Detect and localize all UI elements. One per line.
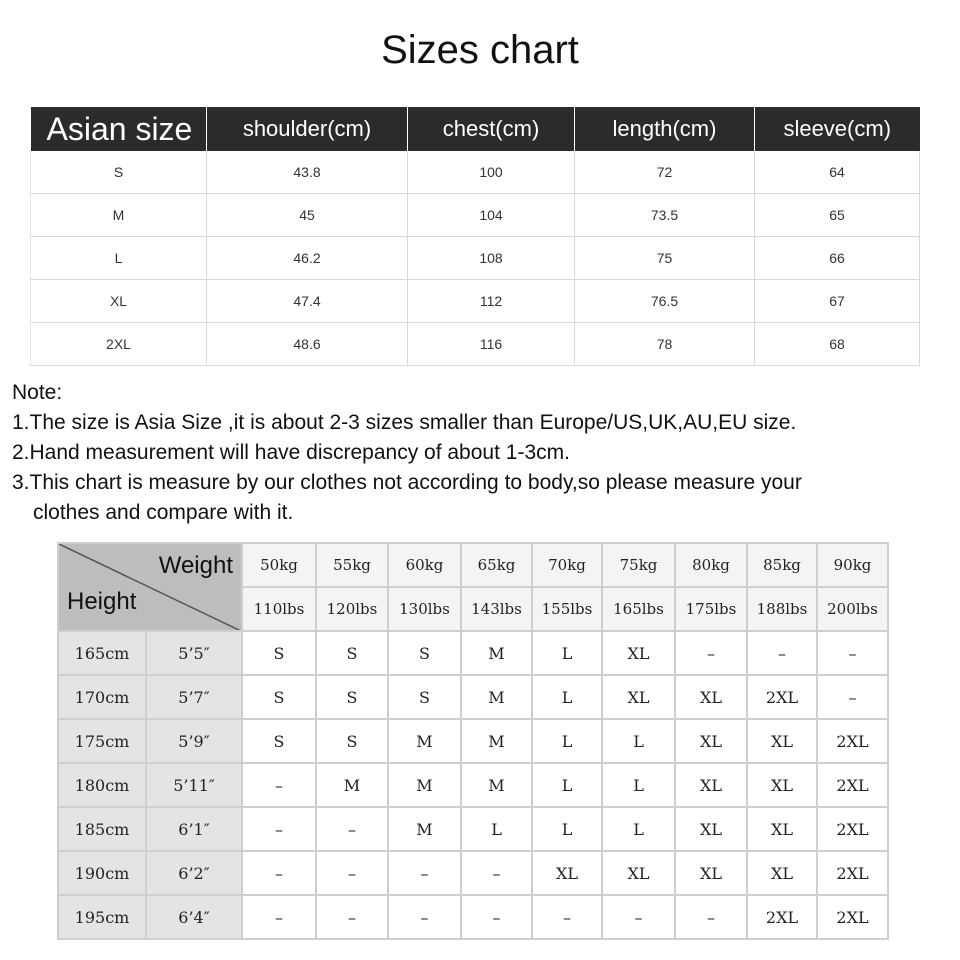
recommended-size-cell: 2XL (747, 675, 817, 719)
recommended-size-cell: 2XL (817, 895, 888, 939)
recommended-size-cell: – (675, 895, 747, 939)
size-label-cell: L (31, 237, 207, 280)
recommended-size-cell: – (242, 895, 316, 939)
recommended-size-cell: – (532, 895, 602, 939)
recommended-size-cell: – (242, 807, 316, 851)
measurement-cell: 78 (575, 323, 755, 366)
recommended-size-cell: XL (747, 719, 817, 763)
height-row (58, 675, 888, 719)
weight-lbs-cell: 120lbs (316, 587, 388, 631)
weight-label: Weight (158, 552, 233, 579)
recommended-size-cell: S (388, 631, 461, 675)
notes-section (12, 378, 958, 528)
weight-kg-cell: 80kg (675, 543, 747, 587)
recommended-size-cell: L (602, 719, 675, 763)
measurement-cell: 104 (408, 194, 575, 237)
size-label-cell: M (31, 194, 207, 237)
weight-lbs-cell: 200lbs (817, 587, 888, 631)
recommended-size-cell: L (532, 631, 602, 675)
height-row (58, 763, 888, 807)
note-line-1: 1.The size is Asia Size ,it is about 2-3 sizes smaller than Europe/US,UK,AU,EU size. (12, 411, 797, 434)
weight-kg-cell: 75kg (602, 543, 675, 587)
size-table-header-row (31, 107, 920, 151)
measurement-cell: 76.5 (575, 280, 755, 323)
header-length: length(cm) (575, 107, 755, 151)
recommended-size-cell: – (675, 631, 747, 675)
weight-kg-cell: 50kg (242, 543, 316, 587)
measurement-cell: 68 (755, 323, 920, 366)
recommended-size-cell: L (532, 763, 602, 807)
recommended-size-cell: – (242, 763, 316, 807)
recommended-size-cell: XL (747, 763, 817, 807)
recommended-size-cell: M (461, 719, 532, 763)
recommended-size-cell: – (388, 851, 461, 895)
weight-kg-cell: 90kg (817, 543, 888, 587)
measurement-cell: 72 (575, 151, 755, 194)
weight-kg-cell: 60kg (388, 543, 461, 587)
header-shoulder: shoulder(cm) (207, 107, 408, 151)
size-measurement-table (30, 107, 920, 366)
header-asian-size: Asian size (31, 107, 207, 151)
recommended-size-cell: XL (675, 675, 747, 719)
header-chest: chest(cm) (408, 107, 575, 151)
weight-lbs-cell: 143lbs (461, 587, 532, 631)
note-line-3-continued: clothes and compare with it. (33, 501, 294, 524)
recommended-size-cell: XL (602, 631, 675, 675)
note-line-2: 2.Hand measurement will have discrepancy of about 1-3cm. (12, 441, 570, 464)
recommended-size-cell: XL (675, 851, 747, 895)
recommended-size-cell: XL (747, 851, 817, 895)
recommended-size-cell: S (316, 675, 388, 719)
recommended-size-cell: L (532, 675, 602, 719)
recommended-size-cell: S (242, 675, 316, 719)
measurement-cell: 73.5 (575, 194, 755, 237)
height-label: Height (67, 588, 137, 615)
measurement-cell: 48.6 (207, 323, 408, 366)
weight-height-size-table (57, 542, 889, 940)
recommended-size-cell: L (532, 719, 602, 763)
weight-lbs-cell: 175lbs (675, 587, 747, 631)
recommended-size-cell: XL (602, 675, 675, 719)
measurement-cell: 100 (408, 151, 575, 194)
recommended-size-cell: M (461, 763, 532, 807)
size-label-cell: 2XL (31, 323, 207, 366)
recommended-size-cell: – (461, 851, 532, 895)
recommended-size-cell: S (388, 675, 461, 719)
header-sleeve: sleeve(cm) (755, 107, 920, 151)
recommended-size-cell: 2XL (817, 851, 888, 895)
measurement-cell: 116 (408, 323, 575, 366)
recommended-size-cell: 2XL (747, 895, 817, 939)
recommended-size-cell: – (388, 895, 461, 939)
recommended-size-cell: S (242, 719, 316, 763)
recommended-size-cell: M (461, 631, 532, 675)
page-title: Sizes chart (381, 28, 579, 72)
recommended-size-cell: S (316, 719, 388, 763)
recommended-size-cell: L (602, 807, 675, 851)
recommended-size-cell: S (316, 631, 388, 675)
height-ft-cell: 5’7″ (146, 675, 242, 719)
recommended-size-cell: – (316, 807, 388, 851)
height-cm-cell: 165cm (58, 631, 146, 675)
measurement-cell: 67 (755, 280, 920, 323)
measurement-cell: 46.2 (207, 237, 408, 280)
recommended-size-cell: XL (675, 763, 747, 807)
size-label-cell: XL (31, 280, 207, 323)
height-cm-cell: 185cm (58, 807, 146, 851)
height-ft-cell: 6’4″ (146, 895, 242, 939)
weight-lbs-cell: 188lbs (747, 587, 817, 631)
size-table-row (31, 194, 920, 237)
recommended-size-cell: XL (675, 807, 747, 851)
recommended-size-cell: – (817, 631, 888, 675)
measurement-cell: 65 (755, 194, 920, 237)
recommended-size-cell: M (461, 675, 532, 719)
recommended-size-cell: – (242, 851, 316, 895)
recommended-size-cell: M (388, 719, 461, 763)
weight-kg-cell: 65kg (461, 543, 532, 587)
recommended-size-cell: 2XL (817, 807, 888, 851)
height-cm-cell: 180cm (58, 763, 146, 807)
note-line-3: 3.This chart is measure by our clothes not according to body,so please measure your (12, 471, 802, 494)
recommended-size-cell: – (817, 675, 888, 719)
weight-lbs-cell: 165lbs (602, 587, 675, 631)
height-ft-cell: 6’2″ (146, 851, 242, 895)
size-table-row (31, 237, 920, 280)
recommended-size-cell: M (388, 807, 461, 851)
weight-kg-row (58, 543, 888, 587)
weight-kg-cell: 85kg (747, 543, 817, 587)
height-row (58, 719, 888, 763)
weight-lbs-cell: 130lbs (388, 587, 461, 631)
height-ft-cell: 5’9″ (146, 719, 242, 763)
weight-lbs-cell: 155lbs (532, 587, 602, 631)
height-row (58, 895, 888, 939)
size-table-row (31, 323, 920, 366)
weight-kg-cell: 55kg (316, 543, 388, 587)
height-ft-cell: 5’5″ (146, 631, 242, 675)
size-table-row (31, 280, 920, 323)
size-label-cell: S (31, 151, 207, 194)
recommended-size-cell: 2XL (817, 719, 888, 763)
recommended-size-cell: XL (675, 719, 747, 763)
weight-kg-cell: 70kg (532, 543, 602, 587)
height-cm-cell: 195cm (58, 895, 146, 939)
height-ft-cell: 6’1″ (146, 807, 242, 851)
recommended-size-cell: L (602, 763, 675, 807)
recommended-size-cell: M (388, 763, 461, 807)
measurement-cell: 108 (408, 237, 575, 280)
recommended-size-cell: M (316, 763, 388, 807)
measurement-cell: 112 (408, 280, 575, 323)
recommended-size-cell: 2XL (817, 763, 888, 807)
recommended-size-cell: L (532, 807, 602, 851)
recommended-size-cell: L (461, 807, 532, 851)
height-ft-cell: 5’11″ (146, 763, 242, 807)
recommended-size-cell: – (316, 895, 388, 939)
height-cm-cell: 170cm (58, 675, 146, 719)
recommended-size-cell: – (602, 895, 675, 939)
recommended-size-cell: XL (602, 851, 675, 895)
measurement-cell: 64 (755, 151, 920, 194)
height-cm-cell: 190cm (58, 851, 146, 895)
measurement-cell: 47.4 (207, 280, 408, 323)
height-row (58, 631, 888, 675)
notes-heading: Note: (12, 381, 63, 404)
recommended-size-cell: XL (532, 851, 602, 895)
recommended-size-cell: – (747, 631, 817, 675)
recommended-size-cell: S (242, 631, 316, 675)
weight-lbs-cell: 110lbs (242, 587, 316, 631)
size-table-row (31, 151, 920, 194)
height-cm-cell: 175cm (58, 719, 146, 763)
measurement-cell: 66 (755, 237, 920, 280)
measurement-cell: 45 (207, 194, 408, 237)
recommended-size-cell: XL (747, 807, 817, 851)
recommended-size-cell: – (461, 895, 532, 939)
height-row (58, 851, 888, 895)
measurement-cell: 75 (575, 237, 755, 280)
recommended-size-cell: – (316, 851, 388, 895)
height-row (58, 807, 888, 851)
measurement-cell: 43.8 (207, 151, 408, 194)
weight-height-corner-cell (58, 543, 242, 631)
